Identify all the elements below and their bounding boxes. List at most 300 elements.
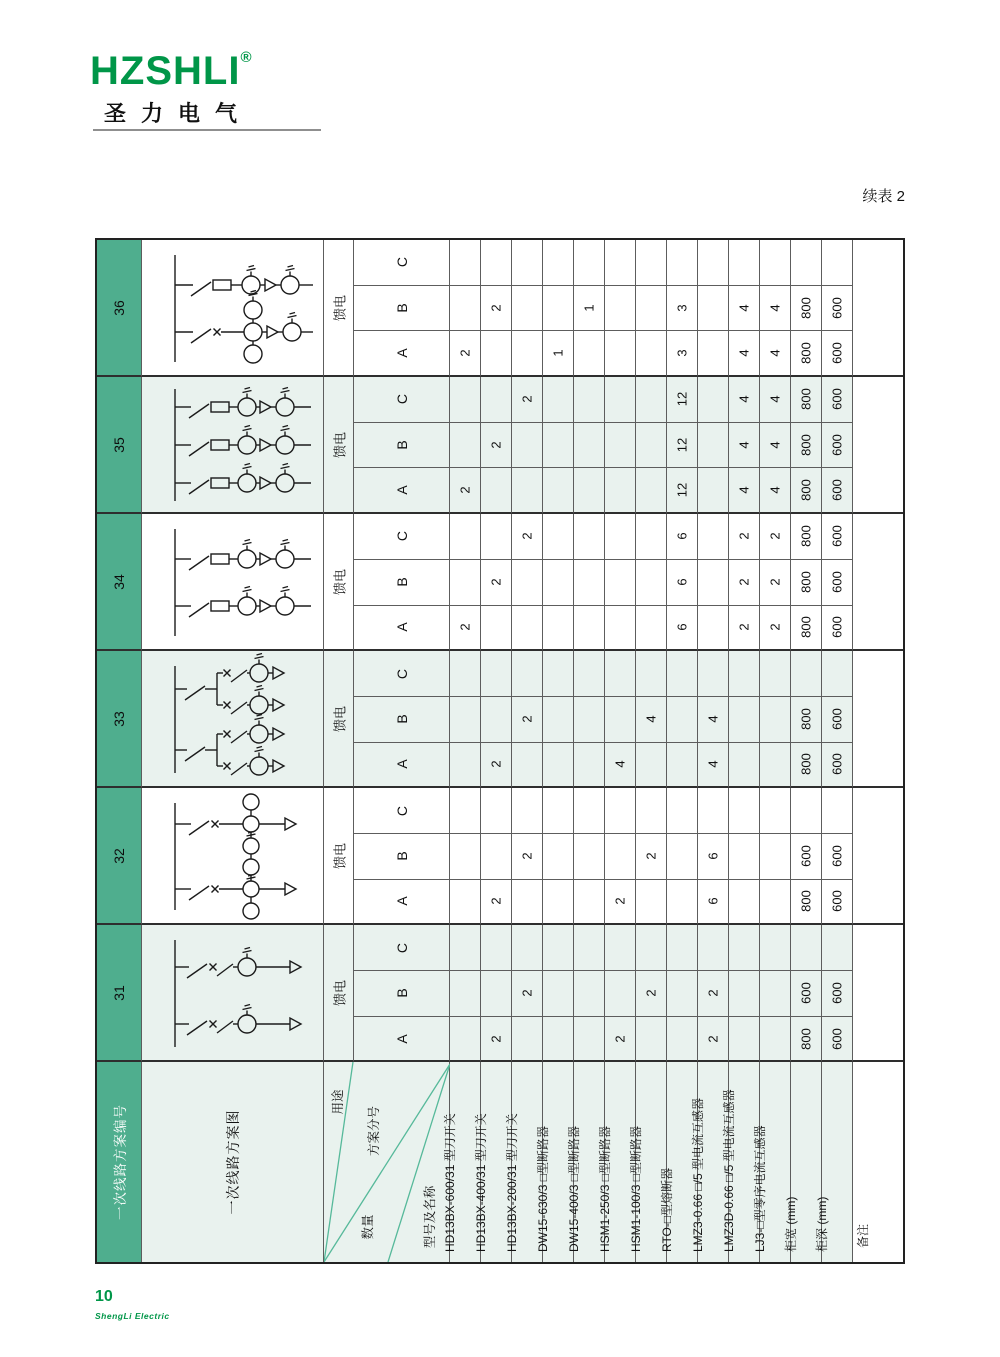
qty-cell	[760, 423, 791, 469]
qty-cell	[574, 514, 605, 560]
qty-cell-label: 12	[674, 437, 690, 453]
qty-cell	[574, 788, 605, 834]
cabinet-width-cell	[791, 606, 822, 652]
qty-cell	[543, 423, 574, 469]
qty-cell	[512, 971, 543, 1017]
usage-cell-label: 馈电	[332, 294, 347, 321]
qty-cell	[698, 468, 729, 514]
qty-cell	[450, 468, 481, 514]
cabinet-width-cell-label: 800	[798, 388, 814, 411]
qty-cell	[512, 834, 543, 880]
qty-cell	[760, 788, 791, 834]
qty-cell	[760, 834, 791, 880]
cabinet-width-cell-label: 800	[798, 479, 814, 502]
qty-cell	[543, 697, 574, 743]
brand-logo	[90, 50, 253, 128]
qty-cell	[698, 286, 729, 332]
page-number: 10	[95, 1288, 113, 1305]
qty-cell	[574, 1017, 605, 1063]
phase-cell-label: B	[393, 851, 410, 861]
qty-cell	[574, 286, 605, 332]
corner-scheme	[352, 1076, 394, 1186]
one-line-diagram	[143, 925, 323, 1061]
qty-cell	[543, 788, 574, 834]
cabinet-width-cell	[791, 834, 822, 880]
qty-cell-label: 2	[767, 623, 783, 631]
component-header-cell	[815, 1062, 853, 1262]
qty-cell-label: 4	[705, 715, 721, 723]
scheme-number-cell	[97, 788, 142, 925]
qty-cell	[543, 560, 574, 606]
qty-cell	[543, 468, 574, 514]
phase-cell-label: A	[393, 622, 410, 633]
remark-cell	[853, 651, 903, 788]
qty-cell	[760, 560, 791, 606]
corner-qty	[350, 1192, 384, 1262]
row-header-cell	[97, 1062, 142, 1262]
qty-cell	[481, 834, 512, 880]
phase-cell-label: A	[393, 1033, 410, 1044]
qty-cell-label: 3	[674, 349, 690, 357]
phase-cell-label: A	[393, 759, 410, 770]
qty-cell	[729, 331, 760, 377]
qty-cell	[698, 880, 729, 926]
diagram-header-cell	[142, 1062, 324, 1262]
phase-cell	[354, 971, 450, 1017]
corner-qty-label: 数量	[361, 1214, 375, 1240]
qty-cell	[760, 331, 791, 377]
qty-cell	[512, 240, 543, 286]
qty-cell-label: 1	[550, 349, 566, 357]
corner-model-label: 型号及名称	[423, 1186, 437, 1249]
qty-cell	[512, 331, 543, 377]
qty-cell-label: 4	[736, 441, 752, 449]
scheme-number-cell	[97, 377, 142, 514]
qty-cell-label: 2	[488, 304, 504, 312]
phase-cell-label: B	[393, 440, 410, 450]
qty-cell	[698, 788, 729, 834]
qty-cell-label: 2	[705, 989, 721, 997]
qty-cell	[760, 880, 791, 926]
logo-underline	[93, 129, 321, 131]
phase-cell-label: A	[393, 485, 410, 495]
qty-cell-label: 4	[736, 486, 752, 494]
cabinet-depth-cell-label: 600	[829, 890, 845, 913]
cabinet-depth-cell-label: 600	[829, 616, 845, 639]
qty-cell	[760, 743, 791, 789]
qty-cell-label: 6	[674, 623, 690, 631]
qty-cell	[667, 331, 698, 377]
cabinet-depth-cell-label: 600	[829, 753, 845, 776]
qty-cell	[574, 560, 605, 606]
cabinet-width-cell	[791, 880, 822, 926]
logo-chinese-name: 圣力电气	[104, 101, 253, 126]
qty-cell	[481, 286, 512, 332]
qty-cell	[729, 240, 760, 286]
qty-cell	[636, 1017, 667, 1063]
qty-cell	[605, 423, 636, 469]
cabinet-depth-cell	[822, 560, 853, 606]
phase-cell-label: A	[393, 348, 410, 358]
qty-cell	[574, 743, 605, 789]
qty-cell	[605, 286, 636, 332]
qty-cell	[760, 606, 791, 652]
cabinet-depth-cell-label: 600	[829, 388, 845, 411]
one-line-diagram	[143, 651, 323, 787]
qty-cell	[729, 377, 760, 423]
qty-cell	[481, 560, 512, 606]
continuation-label: 续表 2	[862, 188, 905, 205]
qty-cell	[667, 743, 698, 789]
qty-cell-label: 2	[736, 623, 752, 631]
corner-header-cell	[324, 1062, 450, 1262]
usage-cell	[324, 240, 354, 377]
phase-cell-label: C	[393, 394, 410, 405]
qty-cell-label: 4	[767, 441, 783, 449]
qty-cell	[605, 514, 636, 560]
qty-cell	[698, 423, 729, 469]
qty-cell	[512, 1017, 543, 1063]
qty-cell	[667, 377, 698, 423]
qty-cell	[760, 651, 791, 697]
qty-cell	[636, 514, 667, 560]
usage-cell	[324, 377, 354, 514]
qty-cell	[636, 697, 667, 743]
remark-cell	[853, 925, 903, 1062]
qty-cell-label: 6	[705, 852, 721, 860]
scheme-number-cell-label: 34	[111, 573, 127, 590]
phase-cell	[354, 331, 450, 377]
component-name: HSM1-250/3 □型断路器	[598, 1126, 612, 1253]
phase-cell-label: C	[393, 531, 410, 542]
row-header-cell-label: 一次线路方案编号	[113, 1104, 128, 1221]
component-name: 柜宽 (mm)	[784, 1197, 798, 1253]
cabinet-depth-cell	[822, 606, 853, 652]
qty-cell	[729, 423, 760, 469]
scheme-number-cell-label: 32	[111, 847, 127, 864]
usage-cell	[324, 788, 354, 925]
cabinet-depth-cell-label: 600	[829, 479, 845, 502]
scheme-table	[95, 238, 905, 1264]
qty-cell-label: 4	[767, 486, 783, 494]
phase-cell	[354, 697, 450, 743]
phase-cell-label: C	[393, 257, 410, 268]
qty-cell	[636, 971, 667, 1017]
qty-cell	[574, 606, 605, 652]
phase-cell	[354, 286, 450, 332]
qty-cell-label: 2	[612, 897, 628, 906]
cabinet-depth-cell-label: 600	[829, 434, 845, 456]
qty-cell-label: 2	[488, 760, 504, 769]
qty-cell	[667, 971, 698, 1017]
qty-cell	[481, 1017, 512, 1063]
qty-cell	[698, 514, 729, 560]
qty-cell	[543, 834, 574, 880]
cabinet-depth-cell-label: 600	[829, 571, 845, 594]
qty-cell	[512, 788, 543, 834]
cabinet-width-cell	[791, 1017, 822, 1063]
qty-cell	[574, 925, 605, 971]
qty-cell	[605, 834, 636, 880]
diagram-cell	[142, 514, 324, 651]
qty-cell	[667, 788, 698, 834]
qty-cell-label: 12	[674, 392, 690, 407]
qty-cell	[698, 1017, 729, 1063]
qty-cell	[450, 606, 481, 652]
diagram-cell	[142, 788, 324, 925]
qty-cell	[667, 240, 698, 286]
qty-cell-label: 2	[488, 897, 504, 906]
qty-cell	[667, 1017, 698, 1063]
qty-cell	[760, 697, 791, 743]
qty-cell-label: 2	[457, 623, 473, 631]
qty-cell-label: 4	[767, 304, 783, 312]
remark-header-label: 备注	[856, 1224, 870, 1249]
qty-cell	[636, 834, 667, 880]
qty-cell-label: 1	[581, 304, 597, 312]
component-name: HSM1-100/3 □型断路器	[629, 1126, 643, 1253]
phase-cell	[354, 560, 450, 606]
qty-cell	[543, 331, 574, 377]
qty-cell	[698, 743, 729, 789]
qty-cell	[543, 925, 574, 971]
qty-cell	[605, 971, 636, 1017]
qty-cell	[636, 240, 667, 286]
cabinet-width-cell-label: 800	[798, 434, 814, 456]
phase-cell	[354, 377, 450, 423]
qty-cell-label: 4	[736, 395, 752, 404]
component-name: 柜深 (mm)	[815, 1197, 829, 1253]
phase-cell-label: C	[393, 805, 410, 816]
cabinet-width-cell	[791, 788, 822, 834]
one-line-diagram	[143, 240, 323, 376]
qty-cell-label: 4	[736, 349, 752, 357]
qty-cell	[698, 697, 729, 743]
qty-cell	[667, 514, 698, 560]
qty-cell	[760, 925, 791, 971]
one-line-diagram	[143, 377, 323, 513]
cabinet-depth-cell-label: 600	[829, 845, 845, 868]
page-footer-brand: ShengLi Electric	[95, 1311, 170, 1321]
cabinet-depth-cell	[822, 514, 853, 560]
qty-cell-label: 4	[736, 304, 752, 312]
qty-cell	[667, 423, 698, 469]
phase-cell	[354, 240, 450, 286]
phase-cell	[354, 606, 450, 652]
qty-cell	[543, 240, 574, 286]
cabinet-depth-cell	[822, 423, 853, 469]
qty-cell	[729, 880, 760, 926]
qty-cell	[636, 606, 667, 652]
qty-cell-label: 4	[705, 760, 721, 769]
qty-cell	[760, 971, 791, 1017]
cabinet-depth-cell	[822, 971, 853, 1017]
cabinet-width-cell	[791, 560, 822, 606]
qty-cell	[512, 743, 543, 789]
component-name: LMZ3-0.66 □/5 型电流互感器	[691, 1098, 705, 1253]
qty-cell-label: 2	[488, 1034, 504, 1043]
component-name: RTO-□型熔断器	[660, 1168, 674, 1253]
qty-cell	[512, 514, 543, 560]
qty-cell	[481, 971, 512, 1017]
cabinet-depth-cell	[822, 240, 853, 286]
qty-cell	[667, 606, 698, 652]
cabinet-width-cell-label: 800	[798, 297, 814, 319]
qty-cell	[636, 468, 667, 514]
qty-cell	[605, 880, 636, 926]
qty-cell	[512, 925, 543, 971]
scheme-number-cell-label: 31	[111, 985, 127, 1001]
remark-header-cell	[853, 1062, 903, 1262]
qty-cell	[574, 240, 605, 286]
qty-cell-label: 2	[519, 715, 535, 723]
qty-cell	[450, 880, 481, 926]
qty-cell	[667, 468, 698, 514]
qty-cell	[605, 331, 636, 377]
qty-cell	[636, 788, 667, 834]
scheme-number-cell-label: 35	[111, 436, 127, 453]
component-name: HD13BX-600/31 型刀开关	[443, 1113, 457, 1253]
component-name: LJ3-□型零序电流互感器	[753, 1125, 767, 1253]
qty-cell-label: 6	[674, 532, 690, 541]
usage-cell-label: 馈电	[332, 842, 347, 869]
phase-cell-label: C	[393, 668, 410, 679]
diagram-cell	[142, 240, 324, 377]
qty-cell	[481, 743, 512, 789]
corner-usage-label: 用途	[331, 1089, 345, 1115]
qty-cell	[729, 834, 760, 880]
qty-cell	[667, 834, 698, 880]
qty-cell	[574, 971, 605, 1017]
qty-cell-label: 4	[643, 715, 659, 723]
qty-cell	[698, 651, 729, 697]
qty-cell-label: 2	[519, 395, 535, 404]
qty-cell-label: 4	[767, 395, 783, 404]
usage-cell	[324, 514, 354, 651]
remark-cell	[853, 788, 903, 925]
phase-cell	[354, 514, 450, 560]
qty-cell	[450, 560, 481, 606]
qty-cell	[543, 514, 574, 560]
qty-cell	[512, 880, 543, 926]
qty-cell	[450, 240, 481, 286]
qty-cell	[667, 286, 698, 332]
qty-cell	[450, 423, 481, 469]
diagram-header-cell-label: 一次线路方案图	[224, 1109, 241, 1215]
qty-cell-label: 12	[674, 483, 690, 498]
qty-cell	[481, 925, 512, 971]
qty-cell	[543, 286, 574, 332]
phase-cell-label: B	[393, 988, 410, 999]
qty-cell	[667, 697, 698, 743]
cabinet-width-cell	[791, 971, 822, 1017]
remark-cell	[853, 240, 903, 377]
usage-cell-label: 馈电	[332, 431, 347, 458]
qty-cell	[729, 468, 760, 514]
qty-cell	[574, 834, 605, 880]
cabinet-width-cell	[791, 925, 822, 971]
phase-cell-label: B	[393, 577, 410, 587]
qty-cell-label: 2	[643, 989, 659, 997]
qty-cell	[760, 377, 791, 423]
cabinet-width-cell	[791, 697, 822, 743]
qty-cell	[481, 377, 512, 423]
cabinet-width-cell	[791, 331, 822, 377]
cabinet-depth-cell-label: 600	[829, 525, 845, 548]
qty-cell	[574, 331, 605, 377]
qty-cell	[543, 743, 574, 789]
qty-cell	[729, 606, 760, 652]
qty-cell	[698, 925, 729, 971]
usage-cell	[324, 651, 354, 788]
qty-cell	[543, 880, 574, 926]
cabinet-width-cell	[791, 743, 822, 789]
cabinet-depth-cell	[822, 286, 853, 332]
cabinet-width-cell	[791, 514, 822, 560]
qty-cell	[574, 468, 605, 514]
qty-cell	[729, 743, 760, 789]
qty-cell	[698, 606, 729, 652]
phase-cell-label: A	[393, 896, 410, 907]
qty-cell	[605, 925, 636, 971]
qty-cell	[512, 286, 543, 332]
cabinet-width-cell-label: 800	[798, 1027, 814, 1050]
cabinet-depth-cell	[822, 331, 853, 377]
diagram-cell	[142, 377, 324, 514]
phase-cell-label: B	[393, 714, 410, 724]
qty-cell	[481, 514, 512, 560]
qty-cell	[729, 788, 760, 834]
qty-cell	[450, 331, 481, 377]
cabinet-width-cell-label: 600	[798, 845, 814, 868]
phase-cell	[354, 651, 450, 697]
qty-cell	[636, 925, 667, 971]
component-name: DW15-630/3 □型断路器	[536, 1126, 550, 1253]
cabinet-depth-cell	[822, 697, 853, 743]
scheme-number-cell	[97, 240, 142, 377]
scheme-number-cell	[97, 925, 142, 1062]
qty-cell	[543, 377, 574, 423]
phase-cell	[354, 423, 450, 469]
qty-cell	[450, 514, 481, 560]
qty-cell	[481, 788, 512, 834]
qty-cell	[698, 240, 729, 286]
qty-cell	[698, 331, 729, 377]
qty-cell	[512, 377, 543, 423]
cabinet-depth-cell	[822, 743, 853, 789]
usage-cell	[324, 925, 354, 1062]
qty-cell	[543, 1017, 574, 1063]
qty-cell-label: 6	[674, 578, 690, 586]
qty-cell	[481, 606, 512, 652]
cabinet-depth-cell	[822, 377, 853, 423]
qty-cell	[481, 468, 512, 514]
qty-cell-label: 2	[457, 486, 473, 494]
brand-wordmark	[90, 50, 253, 91]
cabinet-depth-cell	[822, 1017, 853, 1063]
qty-cell	[543, 606, 574, 652]
qty-cell	[481, 240, 512, 286]
phase-cell	[354, 925, 450, 971]
component-name: HD13BX-400/31 型刀开关	[474, 1113, 488, 1253]
qty-cell	[729, 560, 760, 606]
diagram-cell	[142, 651, 324, 788]
qty-cell	[605, 240, 636, 286]
corner-usage	[324, 1070, 350, 1134]
usage-cell-label: 馈电	[332, 979, 347, 1006]
usage-cell-label: 馈电	[332, 705, 347, 732]
qty-cell	[481, 423, 512, 469]
